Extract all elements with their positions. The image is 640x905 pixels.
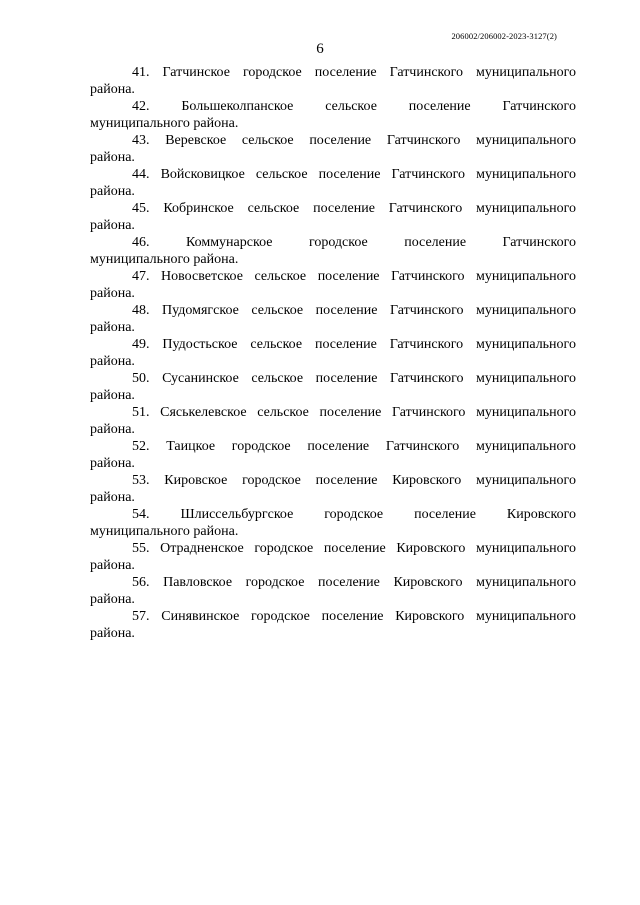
list-item-second-line: района.	[90, 218, 135, 233]
item-word: муниципального	[476, 609, 576, 624]
list-item-first-line	[90, 574, 576, 591]
list-item-second-line: муниципального района.	[90, 116, 239, 131]
item-number: 57.	[132, 609, 150, 624]
item-word: Кобринское	[163, 201, 234, 216]
list-item-first-line	[90, 438, 576, 455]
list-item-second-line: муниципального района.	[90, 252, 239, 267]
list-item	[90, 200, 576, 234]
item-word: поселение	[313, 201, 375, 216]
item-word: Кировского	[395, 609, 465, 624]
item-number: 55.	[132, 541, 150, 556]
item-word: Гатчинского	[391, 405, 466, 420]
item-word: муниципального	[476, 473, 576, 488]
item-word: сельское	[255, 167, 308, 182]
list-item	[90, 404, 576, 438]
item-word: поселение	[321, 609, 384, 624]
list-item-second-line: района.	[90, 184, 135, 199]
item-word: Гатчинского	[389, 65, 464, 80]
item-word: муниципального	[476, 439, 576, 454]
list-item-second-line: района.	[90, 388, 135, 403]
item-word: поселение	[309, 133, 372, 148]
item-word: муниципального	[476, 575, 576, 590]
item-word: городское	[324, 507, 384, 522]
list-item-second-line: района.	[90, 320, 135, 335]
item-word: Сусанинское	[162, 371, 239, 386]
item-word: муниципального	[476, 269, 576, 284]
item-word: Новосветское	[161, 269, 243, 284]
item-word: Гатчинского	[388, 201, 463, 216]
item-word: сельское	[251, 303, 304, 318]
item-word: поселение	[314, 337, 377, 352]
item-word: Кировского	[506, 507, 576, 522]
list-item-second-line: района.	[90, 558, 135, 573]
list-item-second-line: района.	[90, 354, 135, 369]
item-word: поселение	[307, 439, 370, 454]
item-word: Кировского	[393, 575, 463, 590]
list-item	[90, 234, 576, 268]
list-item-second-line: муниципального района.	[90, 524, 239, 539]
item-number: 51.	[132, 405, 150, 420]
item-word: сельское	[257, 405, 309, 420]
item-word: Войсковицкое	[160, 167, 245, 182]
item-word: Гатчинского	[391, 269, 465, 284]
list-item	[90, 302, 576, 336]
item-word: Гатчинского	[502, 235, 576, 250]
list-item-first-line	[90, 472, 576, 489]
item-word: Большеколпанское	[181, 99, 294, 114]
item-number: 47.	[132, 269, 150, 284]
item-word: поселение	[314, 65, 377, 80]
list-item-first-line	[90, 64, 576, 81]
item-word: Кировского	[396, 541, 466, 556]
list-item-second-line: района.	[90, 592, 135, 607]
item-word: сельское	[247, 201, 300, 216]
item-word: Кировского	[392, 473, 462, 488]
item-number: 49.	[132, 337, 150, 352]
item-word: Гатчинского	[391, 167, 465, 182]
item-word: поселение	[315, 371, 378, 386]
item-word: городское	[251, 609, 310, 624]
list-item-first-line	[90, 268, 576, 285]
item-word: Отрадненское	[160, 541, 244, 556]
item-word: поселение	[318, 167, 381, 182]
item-word: сельское	[251, 371, 304, 386]
list-item-first-line	[90, 302, 576, 319]
list-item-first-line	[90, 234, 576, 251]
list-item-first-line	[90, 404, 576, 421]
item-word: Пудостьское	[162, 337, 238, 352]
item-number: 48.	[132, 303, 150, 318]
item-word: поселение	[317, 269, 380, 284]
item-word: Павловское	[163, 575, 233, 590]
list-item-second-line: района.	[90, 626, 135, 641]
item-number: 44.	[132, 167, 150, 182]
item-number: 43.	[132, 133, 150, 148]
item-word: сельское	[254, 269, 307, 284]
item-word: Гатчинского	[390, 371, 464, 386]
list-item	[90, 574, 576, 608]
list-item-first-line	[90, 506, 576, 523]
item-word: Гатчинское	[162, 65, 230, 80]
item-word: сельское	[325, 99, 377, 114]
item-number: 42.	[132, 99, 150, 114]
item-word: Гатчинского	[385, 439, 460, 454]
item-word: Таицкое	[166, 439, 216, 454]
item-word: Шлиссельбургское	[180, 507, 294, 522]
list-item-first-line	[90, 200, 576, 217]
page-number: 6	[316, 41, 324, 57]
item-word: муниципального	[476, 167, 576, 182]
item-word: Веревское	[165, 133, 227, 148]
list-item	[90, 438, 576, 472]
item-word: городское	[242, 473, 301, 488]
item-word: городское	[254, 541, 314, 556]
item-word: Гатчинского	[390, 303, 464, 318]
settlement-list	[90, 64, 576, 642]
item-word: поселение	[318, 575, 380, 590]
item-word: Гатчинского	[389, 337, 464, 352]
item-word: поселение	[319, 405, 382, 420]
item-number: 56.	[132, 575, 150, 590]
item-word: городское	[245, 575, 305, 590]
item-number: 45.	[132, 201, 150, 216]
list-item-first-line	[90, 336, 576, 353]
item-word: поселение	[414, 507, 476, 522]
item-number: 46.	[132, 235, 150, 250]
item-word: муниципального	[476, 405, 576, 420]
item-word: сельское	[241, 133, 294, 148]
item-number: 54.	[132, 507, 150, 522]
list-item-second-line: района.	[90, 422, 135, 437]
list-item-first-line	[90, 166, 576, 183]
item-word: муниципального	[476, 371, 576, 386]
item-word: поселение	[404, 235, 467, 250]
item-word: поселение	[408, 99, 471, 114]
list-item	[90, 506, 576, 540]
item-word: Гатчинского	[502, 99, 576, 114]
list-item	[90, 132, 576, 166]
item-word: муниципального	[476, 201, 576, 216]
list-item	[90, 608, 576, 642]
item-number: 52.	[132, 439, 150, 454]
item-word: Коммунарское	[185, 235, 273, 250]
list-item-first-line	[90, 98, 576, 115]
list-item	[90, 98, 576, 132]
list-item	[90, 166, 576, 200]
item-number: 50.	[132, 371, 150, 386]
item-word: муниципального	[476, 541, 576, 556]
item-word: поселение	[323, 541, 386, 556]
list-item	[90, 268, 576, 302]
item-word: городское	[231, 439, 291, 454]
item-word: муниципального	[476, 133, 576, 148]
item-word: поселение	[315, 473, 378, 488]
list-item	[90, 64, 576, 98]
item-word: муниципального	[476, 337, 576, 352]
list-item-second-line: района.	[90, 286, 135, 301]
item-number: 41.	[132, 65, 150, 80]
item-word: муниципального	[476, 303, 576, 318]
list-item-first-line	[90, 132, 576, 149]
list-item-second-line: района.	[90, 456, 135, 471]
list-item-first-line	[90, 540, 576, 557]
list-item	[90, 472, 576, 506]
document-id: 206002/206002-2023-3127(2)	[451, 31, 557, 41]
list-item	[90, 336, 576, 370]
item-word: Пудомягское	[162, 303, 239, 318]
item-word: городское	[242, 65, 302, 80]
list-item	[90, 540, 576, 574]
item-word: сельское	[250, 337, 303, 352]
item-word: поселение	[315, 303, 378, 318]
list-item	[90, 370, 576, 404]
list-item-first-line	[90, 370, 576, 387]
list-item-second-line: района.	[90, 82, 135, 97]
item-word: Сяськелевское	[160, 405, 247, 420]
item-number: 53.	[132, 473, 150, 488]
list-item-first-line	[90, 608, 576, 625]
list-item-second-line: района.	[90, 490, 135, 505]
item-word: Кировское	[164, 473, 228, 488]
item-word: городское	[308, 235, 368, 250]
item-word: муниципального	[476, 65, 576, 80]
list-item-second-line: района.	[90, 150, 135, 165]
item-word: Гатчинского	[386, 133, 461, 148]
item-word: Синявинское	[161, 609, 240, 624]
